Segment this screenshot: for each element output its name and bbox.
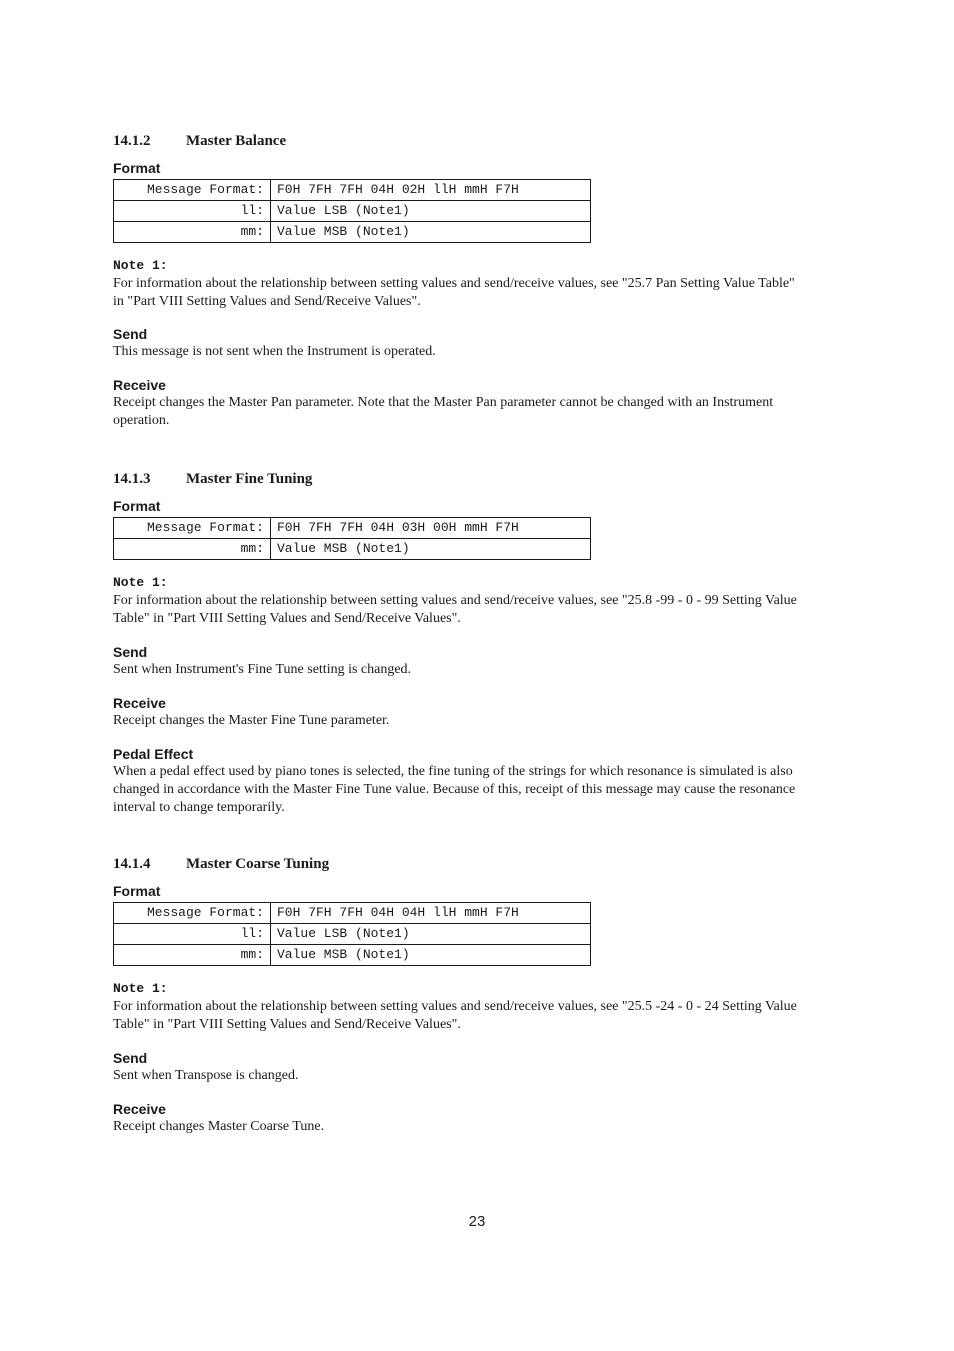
note-label: Note 1: xyxy=(113,258,168,273)
note-text: For information about the relationship between setting values and send/receive values, see "25.7 Pan Setting Value Table" in "Part VIII Setting Values and Send/Receive Values". xyxy=(113,276,795,309)
format-label: Format xyxy=(113,498,161,514)
table-key: Message Format: xyxy=(114,180,271,201)
table-row xyxy=(114,222,591,243)
section-number: 14.1.2 xyxy=(113,133,151,149)
pedal-effect-label: Pedal Effect xyxy=(113,746,194,762)
send-label: Send xyxy=(113,644,148,660)
table-key: Message Format: xyxy=(114,903,271,924)
table-row xyxy=(114,518,591,539)
table-row xyxy=(114,539,591,560)
table-value: Value MSB (Note1) xyxy=(271,539,591,560)
section-heading xyxy=(113,131,813,151)
table-key: mm: xyxy=(114,222,271,243)
pedal-effect-text: When a pedal effect used by piano tones is selected, the fine tuning of the strings for which resonance is simulated is also changed in accordance with the Master Fine Tune value. Because of this, receipt of this message may cause the resonance interval to change temporarily. xyxy=(113,764,796,815)
receive-label: Receive xyxy=(113,377,166,393)
format-table xyxy=(113,179,591,243)
table-row xyxy=(114,903,591,924)
table-key: mm: xyxy=(114,539,271,560)
send-text: This message is not sent when the Instrument is operated. xyxy=(113,344,436,359)
table-value: Value LSB (Note1) xyxy=(271,924,591,945)
section-heading xyxy=(113,469,813,489)
section-number: 14.1.3 xyxy=(113,471,151,487)
section-master-fine-tuning xyxy=(113,469,813,817)
page-number: 23 xyxy=(468,1213,486,1230)
table-value: F0H 7FH 7FH 04H 04H llH mmH F7H xyxy=(271,903,591,924)
table-row xyxy=(114,945,591,966)
section-master-coarse-tuning xyxy=(113,854,813,1136)
format-table xyxy=(113,902,591,966)
table-key: mm: xyxy=(114,945,271,966)
receive-text: Receipt changes Master Coarse Tune. xyxy=(113,1119,325,1134)
table-key: Message Format: xyxy=(114,518,271,539)
note-label: Note 1: xyxy=(113,981,168,996)
section-title: Master Fine Tuning xyxy=(186,471,313,487)
table-value: Value MSB (Note1) xyxy=(271,222,591,243)
section-heading xyxy=(113,854,813,874)
table-key: ll: xyxy=(114,201,271,222)
note-text: For information about the relationship between setting values and send/receive values, see "25.8 -99 - 0 - 99 Setting Value Table" in "Part VIII Setting Values and Send/Receive Values". xyxy=(113,593,797,626)
format-table xyxy=(113,517,591,560)
table-value: F0H 7FH 7FH 04H 02H llH mmH F7H xyxy=(271,180,591,201)
table-row xyxy=(114,180,591,201)
section-number: 14.1.4 xyxy=(113,856,151,872)
send-text: Sent when Transpose is changed. xyxy=(113,1068,299,1083)
table-value: Value LSB (Note1) xyxy=(271,201,591,222)
send-label: Send xyxy=(113,326,148,342)
table-row xyxy=(114,924,591,945)
receive-text: Receipt changes the Master Fine Tune parameter. xyxy=(113,713,390,728)
send-text: Sent when Instrument's Fine Tune setting is changed. xyxy=(113,662,412,677)
table-row xyxy=(114,201,591,222)
receive-label: Receive xyxy=(113,1101,166,1117)
section-title: Master Coarse Tuning xyxy=(186,856,330,872)
table-key: ll: xyxy=(114,924,271,945)
table-value: F0H 7FH 7FH 04H 03H 00H mmH F7H xyxy=(271,518,591,539)
note-label: Note 1: xyxy=(113,575,168,590)
note-text: For information about the relationship between setting values and send/receive values, see "25.5 -24 - 0 - 24 Setting Value Table" in "Part VIII Setting Values and Send/Receive Values". xyxy=(113,999,797,1032)
send-label: Send xyxy=(113,1050,148,1066)
table-value: Value MSB (Note1) xyxy=(271,945,591,966)
receive-label: Receive xyxy=(113,695,166,711)
section-master-balance xyxy=(113,131,813,430)
receive-text: Receipt changes the Master Pan parameter. Note that the Master Pan parameter cannot be changed with an Instrument operation. xyxy=(113,395,774,428)
format-label: Format xyxy=(113,160,161,176)
format-label: Format xyxy=(113,883,161,899)
section-title: Master Balance xyxy=(186,133,287,149)
